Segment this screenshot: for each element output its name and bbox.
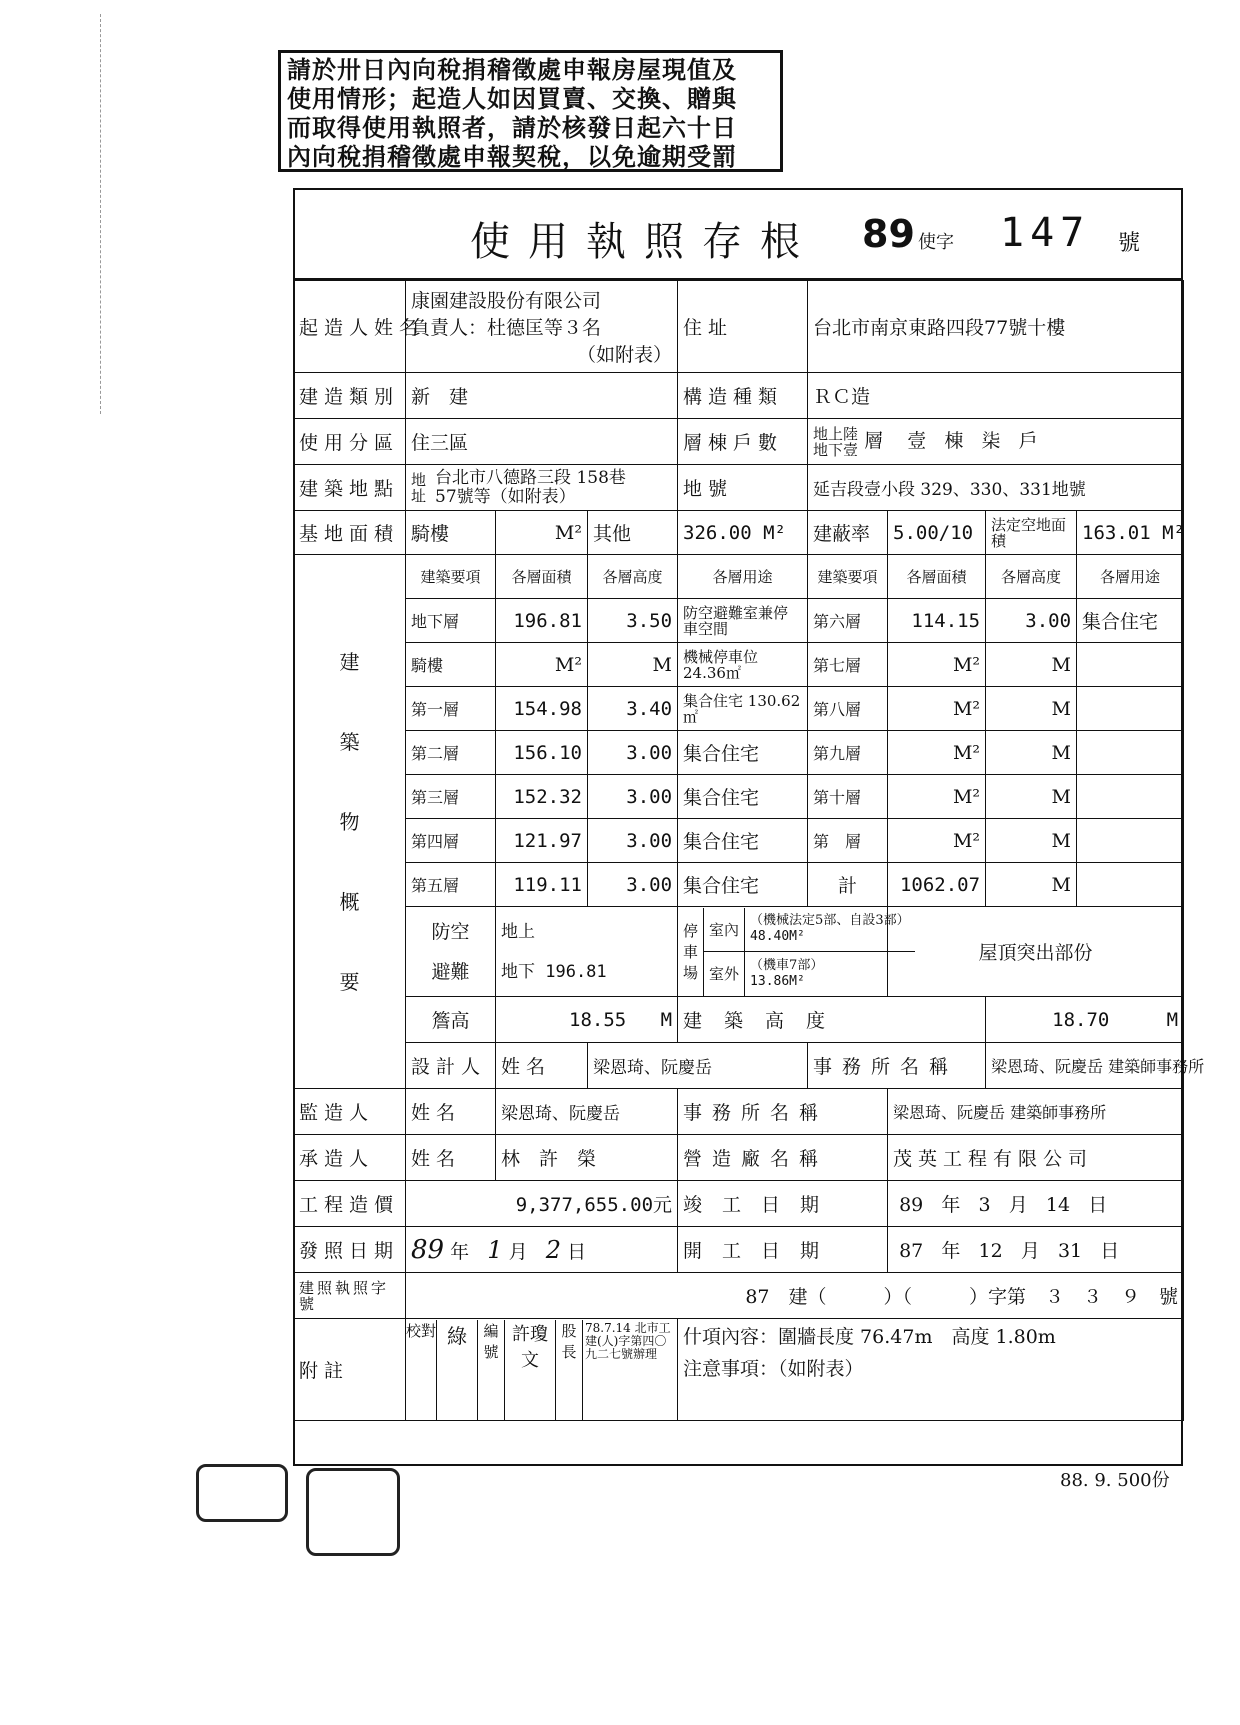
- remarks-label: 附註: [294, 1319, 406, 1421]
- applicant-row: [294, 281, 1184, 373]
- floor-use: 機械停車位 24.36㎡: [678, 643, 808, 687]
- total-use: [1077, 863, 1184, 907]
- floor-name: 騎樓: [406, 643, 496, 687]
- floor-row: [294, 643, 1184, 687]
- hdr-item-right: 建築要項: [808, 555, 888, 599]
- contractor-name: 林 許 榮: [496, 1135, 678, 1181]
- floor-name: 地下層: [406, 599, 496, 643]
- floor-area-unit: M²: [888, 731, 986, 775]
- floor-row: [294, 819, 1184, 863]
- other-value: 326.00 M²: [678, 511, 808, 555]
- eave-label: 簷高: [406, 997, 496, 1043]
- floor-height: 3.00: [986, 599, 1077, 643]
- floor-use: 防空避難室兼停車空間: [678, 599, 808, 643]
- hdr-use-right: 各層用途: [1077, 555, 1184, 599]
- floor-name: 第十層: [808, 775, 888, 819]
- parking-outdoor-label: 室外: [704, 952, 745, 996]
- floor-area: 114.15: [888, 599, 986, 643]
- address-label: 住址: [678, 281, 808, 373]
- designer-row: [294, 1043, 1184, 1089]
- floor-area-unit: M²: [888, 775, 986, 819]
- print-code: 88. 9. 500份: [1060, 1470, 1170, 1491]
- floor-row: [294, 599, 1184, 643]
- contractor-name-label: 姓名: [406, 1135, 496, 1181]
- floor-height: 3.00: [588, 775, 678, 819]
- issue-row: [294, 1227, 1184, 1273]
- buildings-count: 壹: [907, 429, 927, 452]
- applicant-value: [406, 281, 678, 373]
- remarks-row: [294, 1319, 1184, 1421]
- start-label: 開工日期: [678, 1227, 888, 1273]
- tax-notice-box: [278, 50, 783, 172]
- floor-area-unit: M²: [888, 643, 986, 687]
- supervisor-label: 監造人: [294, 1089, 406, 1135]
- floor-row: [294, 775, 1184, 819]
- stamp-label-check: 校對: [406, 1320, 437, 1420]
- hdr-height-left: 各層高度: [588, 555, 678, 599]
- parking-indoor-value: （機械法定5部、自設3部） 48.40M²: [745, 908, 915, 952]
- cost-row: [294, 1181, 1184, 1227]
- build-type-value: 新 建: [406, 373, 678, 419]
- floor-height: 3.40: [588, 687, 678, 731]
- seal-stamp-right: [306, 1468, 400, 1556]
- arcade-unit: M²: [496, 511, 588, 555]
- seal-stamp-left: [196, 1464, 288, 1522]
- floor-area: 119.11: [496, 863, 588, 907]
- designer-office-label: 事務所名稱: [808, 1043, 986, 1089]
- stamp-name-1: 綠: [437, 1320, 478, 1420]
- structure-value: ＲＣ造: [808, 373, 1184, 419]
- permit-row: [294, 1273, 1184, 1319]
- permit-value: 87 建（ ）（ ）字第 ３ ３ ９ 號: [406, 1273, 1184, 1319]
- floor-use: [1077, 775, 1184, 819]
- parking-outdoor-value: （機車7部） 13.86M²: [750, 957, 824, 989]
- stamp-label-number: 編號: [478, 1320, 505, 1420]
- remarks-content: [678, 1319, 1184, 1421]
- supervisor-office-label: 事務所名稱: [678, 1089, 888, 1135]
- build-type-label: 建造類別: [294, 373, 406, 419]
- floor-area: 121.97: [496, 819, 588, 863]
- shelter-label: 防空 避難: [406, 907, 496, 997]
- scan-edge-line: [100, 14, 103, 414]
- floor-use: [1077, 643, 1184, 687]
- supervisor-row: [294, 1089, 1184, 1135]
- title-word: 使字: [918, 232, 954, 253]
- designer-label: 設計人: [406, 1043, 496, 1089]
- floor-height-unit: M: [588, 643, 678, 687]
- supervisor-name-label: 姓名: [406, 1089, 496, 1135]
- floor-use: 集合住宅: [678, 863, 808, 907]
- floor-area: 196.81: [496, 599, 588, 643]
- hdr-area-left: 各層面積: [496, 555, 588, 599]
- location-addr-2: 57號等（如附表）: [435, 486, 576, 507]
- location-addr-1: 台北市八德路三段 158巷: [435, 467, 626, 488]
- supervisor-office: 梁恩琦、阮慶岳 建築師事務所: [888, 1089, 1184, 1135]
- floor-name: 第 層: [808, 819, 888, 863]
- floor-row: [294, 863, 1184, 907]
- floor-use: 集合住宅: [678, 775, 808, 819]
- cost-value: 9,377,655.00元: [406, 1181, 678, 1227]
- floor-area: 154.98: [496, 687, 588, 731]
- floor-area-unit: M²: [888, 687, 986, 731]
- floor-use: 集合住宅: [678, 731, 808, 775]
- location-label: 建築地點: [294, 465, 406, 511]
- floor-height: 3.00: [588, 731, 678, 775]
- total-label: 計: [808, 863, 888, 907]
- address-value: 台北市南京東路四段77號十樓: [808, 281, 1184, 373]
- hdr-area-right: 各層面積: [888, 555, 986, 599]
- applicant-label: 起造人姓名: [294, 281, 406, 373]
- parking-indoor-label: 室內: [704, 908, 745, 952]
- permit-number: 147: [1000, 210, 1091, 256]
- floors-above: 地上陸: [813, 424, 859, 443]
- floor-row: [294, 731, 1184, 775]
- contractor-label: 承造人: [294, 1135, 406, 1181]
- floor-name: 第五層: [406, 863, 496, 907]
- issue-label: 發照日期: [294, 1227, 406, 1273]
- start-date: 87 年 12 月 31 日: [888, 1227, 1184, 1273]
- hdr-item-left: 建築要項: [406, 555, 496, 599]
- total-height-unit: M: [986, 863, 1077, 907]
- contractor-firm: 茂英工程有限公司: [888, 1135, 1184, 1181]
- roof-label: 屋頂突出部份: [888, 907, 1184, 997]
- arcade-label: 騎樓: [406, 511, 496, 555]
- floor-use: 集合住宅 130.62㎡: [678, 687, 808, 731]
- floor-height-unit: M: [986, 687, 1077, 731]
- building-header-row: [294, 555, 1184, 599]
- build-type-row: [294, 373, 1184, 419]
- floor-use: [1077, 687, 1184, 731]
- reference-note: 78.7.14 北市工建(人)字第四〇九二七號辦理: [585, 1320, 671, 1361]
- open-space-label: 法定空地面積: [986, 511, 1077, 555]
- site-label: 基地面積: [294, 511, 406, 555]
- floors-below: 地下壹: [813, 440, 859, 459]
- parking-label: 停車場: [678, 908, 704, 996]
- location-value: [406, 465, 678, 511]
- shelter-above: 地上: [501, 921, 535, 942]
- site-row: [294, 511, 1184, 555]
- zoning-label: 使用分區: [294, 419, 406, 465]
- floor-name: 第三層: [406, 775, 496, 819]
- applicant-company: 康園建設股份有限公司: [411, 290, 602, 312]
- floor-height: 3.50: [588, 599, 678, 643]
- floors-value: 地上陸 地下壹 層 壹 棟 柒 戶: [808, 419, 1184, 465]
- applicant-rep: 負責人：杜德匡等３名: [411, 317, 602, 339]
- remarks-line-1: 什項內容：圍牆長度 76.47m 高度 1.80m: [683, 1326, 1056, 1348]
- notice-line-3: 而取得使用執照者，請於核發日起六十日: [287, 114, 737, 142]
- floor-area-unit: M²: [888, 819, 986, 863]
- hdr-use-left: 各層用途: [678, 555, 808, 599]
- floor-name: 第七層: [808, 643, 888, 687]
- shelter-values: [496, 907, 678, 997]
- floor-name: 第六層: [808, 599, 888, 643]
- floor-name: 第一層: [406, 687, 496, 731]
- structure-label: 構造種類: [678, 373, 808, 419]
- floor-use: [1077, 731, 1184, 775]
- applicant-note: （如附表）: [577, 344, 673, 366]
- hdr-height-right: 各層高度: [986, 555, 1077, 599]
- notice-line-4: 內向稅捐稽徵處申報契稅，以免逾期受罰: [287, 143, 737, 171]
- lot-value: 延吉段壹小段 329、330、331地號: [808, 465, 1184, 511]
- floor-name: 第二層: [406, 731, 496, 775]
- open-space-value: 163.01 M²: [1077, 511, 1184, 555]
- building-height-label: 建築高度: [678, 997, 986, 1043]
- addr-tag: 地址: [411, 470, 427, 505]
- location-row: [294, 465, 1184, 511]
- remarks-line-2: 注意事項：（如附表）: [683, 1358, 864, 1380]
- floor-row: [294, 687, 1184, 731]
- shelter-below: 地下 196.81: [501, 961, 607, 982]
- notice-line-1: 請於卅日內向稅捐稽徵處申報房屋現值及: [287, 56, 737, 84]
- lot-label: 地號: [678, 465, 808, 511]
- floor-use: 集合住宅: [1077, 599, 1184, 643]
- floors-label: 層棟戶數: [678, 419, 808, 465]
- permit-label: 建照執照字號: [294, 1273, 406, 1319]
- floor-use: 集合住宅: [678, 819, 808, 863]
- cost-label: 工程造價: [294, 1181, 406, 1227]
- total-area: 1062.07: [888, 863, 986, 907]
- form-title: 使用執照存根: [470, 219, 818, 265]
- eave-value: 18.55 M: [496, 997, 678, 1043]
- floor-height: 3.00: [588, 863, 678, 907]
- completion-date: 89 年 3 月 14 日: [888, 1181, 1184, 1227]
- floor-use: [1077, 819, 1184, 863]
- coverage-label: 建蔽率: [808, 511, 888, 555]
- floor-height-unit: M: [986, 731, 1077, 775]
- floor-name: 第四層: [406, 819, 496, 863]
- zoning-value: 住三區: [406, 419, 678, 465]
- stamp-label-chief: 股長: [556, 1320, 583, 1420]
- designer-office: 梁恩琦、阮慶岳 建築師事務所: [986, 1043, 1184, 1089]
- approval-stamps: [406, 1319, 678, 1421]
- floor-area: 152.32: [496, 775, 588, 819]
- floor-height-unit: M: [986, 775, 1077, 819]
- parking-cell: [678, 907, 910, 997]
- eave-row: [294, 997, 1184, 1043]
- title-suffix: 號: [1118, 231, 1141, 256]
- building-height-value: 18.70 M: [986, 997, 1184, 1043]
- contractor-row: [294, 1135, 1184, 1181]
- floor-area: 156.10: [496, 731, 588, 775]
- completion-label: 竣工日期: [678, 1181, 888, 1227]
- floor-area-unit: M²: [496, 643, 588, 687]
- designer-name-label: 姓名: [496, 1043, 588, 1089]
- floor-height: 3.00: [588, 819, 678, 863]
- supervisor-name: 梁恩琦、阮慶岳: [496, 1089, 678, 1135]
- building-section-label: 建 築 物 概 要: [294, 555, 406, 1089]
- issue-date: 89 年 1 月 2 日: [406, 1227, 678, 1273]
- floor-height-unit: M: [986, 819, 1077, 863]
- coverage-value: 5.00/10: [888, 511, 986, 555]
- stamp-name-2: 許瓊文: [505, 1320, 556, 1420]
- floor-name: 第九層: [808, 731, 888, 775]
- designer-name: 梁恩琦、阮慶岳: [588, 1043, 808, 1089]
- households-count: 柒: [981, 429, 1001, 452]
- title-year: 89: [862, 212, 915, 256]
- permit-table: [293, 280, 1205, 1421]
- contractor-firm-label: 營造廠名稱: [678, 1135, 888, 1181]
- zoning-row: [294, 419, 1184, 465]
- floor-name: 第八層: [808, 687, 888, 731]
- notice-line-2: 使用情形；起造人如因買賣、交換、贈與: [287, 85, 737, 113]
- other-label: 其他: [588, 511, 678, 555]
- floor-height-unit: M: [986, 643, 1077, 687]
- shelter-parking-row: [294, 907, 1184, 997]
